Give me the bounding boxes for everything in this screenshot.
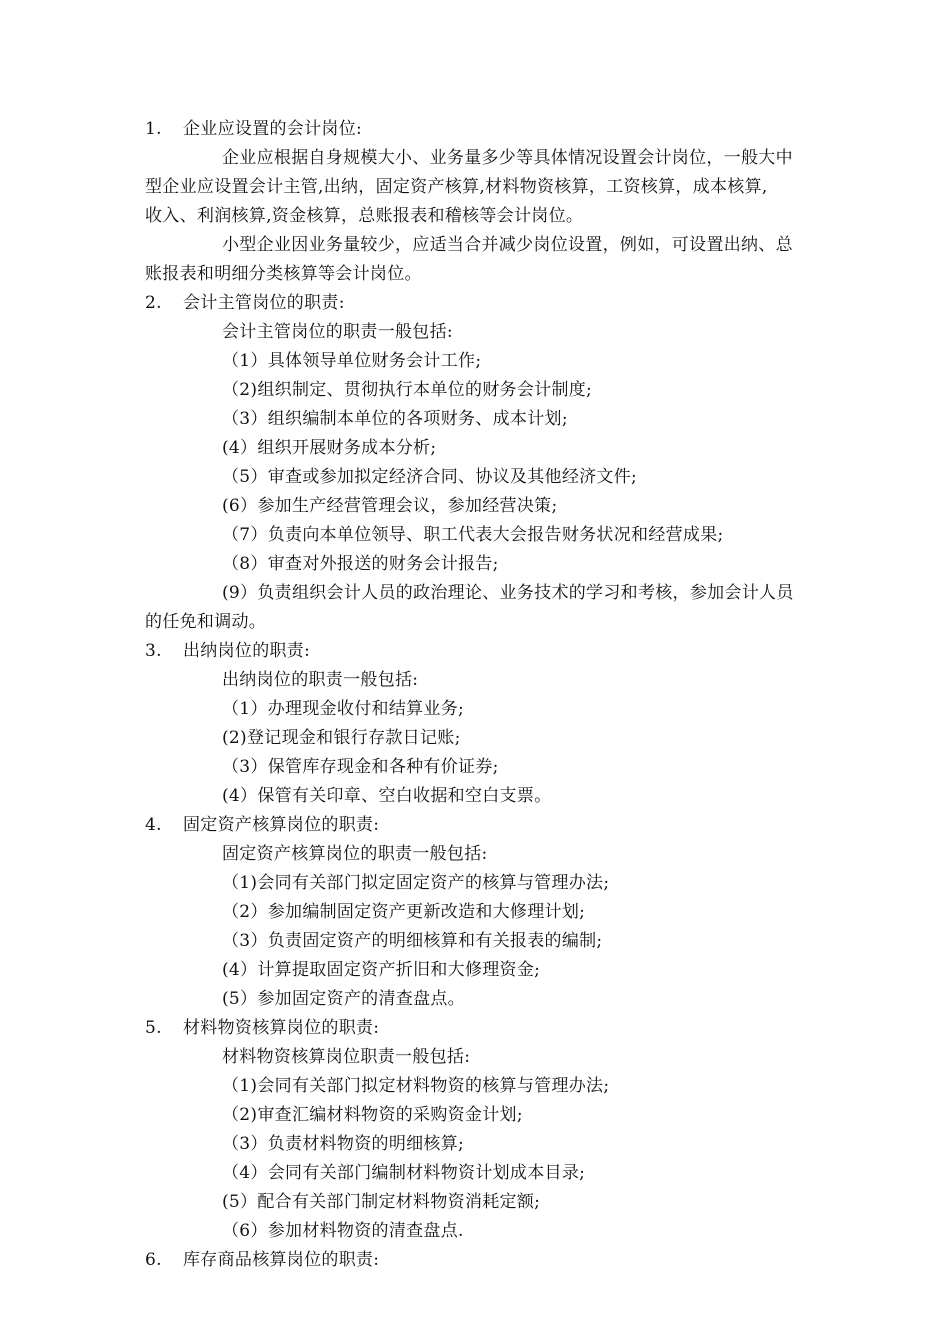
section-number: 4. xyxy=(145,815,162,835)
section-number: 1. xyxy=(145,119,162,139)
list-item: (4）保管有关印章、空白收据和空白支票。 xyxy=(222,786,552,806)
list-item: （3）负责固定资产的明细核算和有关报表的编制; xyxy=(222,931,603,951)
list-item: （3）组织编制本单位的各项财务、成本计划; xyxy=(222,409,568,429)
list-item: (5）配合有关部门制定材料物资消耗定额; xyxy=(222,1192,541,1212)
list-item: (4）计算提取固定资产折旧和大修理资金; xyxy=(222,960,541,980)
list-item: （2)审查汇编材料物资的采购资金计划; xyxy=(222,1105,523,1125)
list-item: （1）具体领导单位财务会计工作; xyxy=(222,351,482,371)
list-item: （1）办理现金收付和结算业务; xyxy=(222,699,465,719)
list-item: （2）参加编制固定资产更新改造和大修理计划; xyxy=(222,902,586,922)
paragraph-line: 账报表和明细分类核算等会计岗位。 xyxy=(145,264,422,284)
section-title: 材料物资核算岗位的职责: xyxy=(183,1018,380,1038)
list-item: （5）审查或参加拟定经济合同、协议及其他经济文件; xyxy=(222,467,638,487)
section-title: 企业应设置的会计岗位: xyxy=(183,119,363,139)
list-item: （8）审查对外报送的财务会计报告; xyxy=(222,554,499,574)
list-item: (5）参加固定资产的清查盘点。 xyxy=(222,989,465,1009)
paragraph-line: 企业应根据自身规模大小、业务量多少等具体情况设置会计岗位，一般大中 xyxy=(222,148,793,168)
section-intro: 会计主管岗位的职责一般包括: xyxy=(222,322,453,342)
list-item: (2)登记现金和银行存款日记账; xyxy=(222,728,461,748)
section-title: 出纳岗位的职责: xyxy=(183,641,311,661)
list-item: （1)会同有关部门拟定材料物资的核算与管理办法; xyxy=(222,1076,610,1096)
list-item: （7）负责向本单位领导、职工代表大会报告财务状况和经营成果; xyxy=(222,525,724,545)
section-number: 3. xyxy=(145,641,162,661)
list-item: (6）参加生产经营管理会议，参加经营决策; xyxy=(222,496,558,516)
section-title: 会计主管岗位的职责: xyxy=(183,293,345,313)
section-intro: 固定资产核算岗位的职责一般包括: xyxy=(222,844,488,864)
paragraph-line: 收入、利润核算,资金核算，总账报表和稽核等会计岗位。 xyxy=(145,206,584,226)
list-item: （3）负责材料物资的明细核算; xyxy=(222,1134,465,1154)
section-title: 库存商品核算岗位的职责: xyxy=(183,1250,380,1270)
list-item: （3）保管库存现金和各种有价证券; xyxy=(222,757,499,777)
section-title: 固定资产核算岗位的职责: xyxy=(183,815,380,835)
section-number: 5. xyxy=(145,1018,162,1038)
list-item: （1)会同有关部门拟定固定资产的核算与管理办法; xyxy=(222,873,610,893)
list-item: (9）负责组织会计人员的政治理论、业务技术的学习和考核，参加会计人员 xyxy=(222,583,794,603)
section-intro: 出纳岗位的职责一般包括: xyxy=(222,670,419,690)
paragraph-line: 小型企业因业务量较少，应适当合并减少岗位设置，例如，可设置出纳、总 xyxy=(222,235,793,255)
list-item: （4）会同有关部门编制材料物资计划成本目录; xyxy=(222,1163,586,1183)
list-item: (4）组织开展财务成本分析; xyxy=(222,438,437,458)
paragraph-line: 型企业应设置会计主管,出纳，固定资产核算,材料物资核算，工资核算，成本核算, xyxy=(145,177,768,197)
list-item-continuation: 的任免和调动。 xyxy=(145,612,267,632)
section-number: 6. xyxy=(145,1250,162,1270)
section-number: 2. xyxy=(145,293,162,313)
section-intro: 材料物资核算岗位职责一般包括: xyxy=(222,1047,471,1067)
list-item: （2)组织制定、贯彻执行本单位的财务会计制度; xyxy=(222,380,593,400)
list-item: （6）参加材料物资的清查盘点. xyxy=(222,1221,464,1241)
